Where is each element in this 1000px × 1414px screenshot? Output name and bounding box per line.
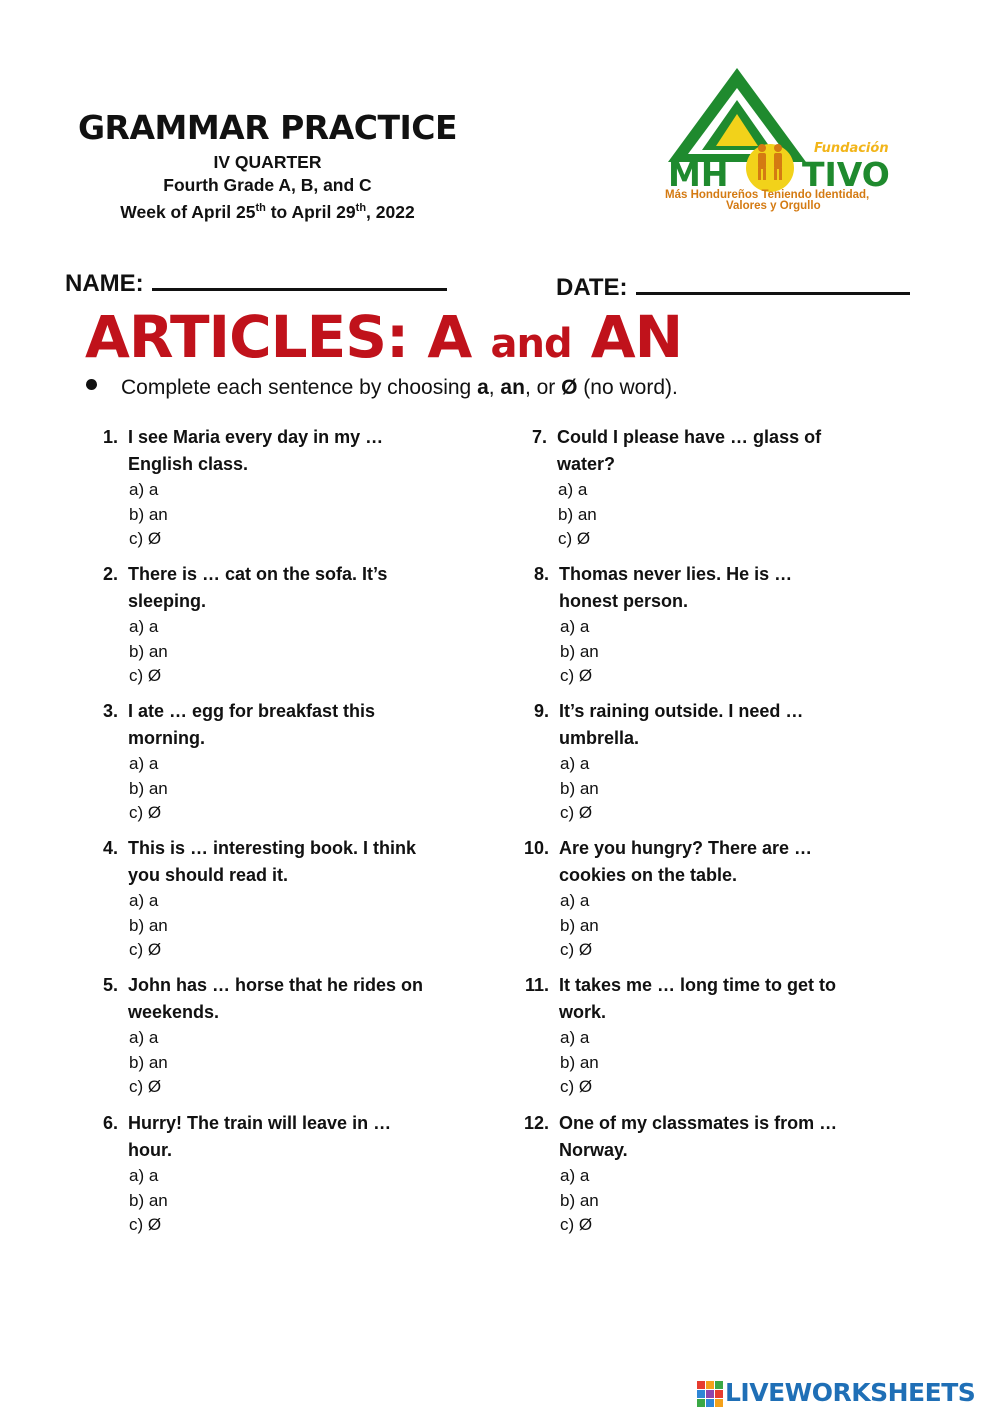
topic-headline [85, 303, 682, 371]
question-1 [102, 424, 473, 552]
question-line-2: weekends. [128, 1002, 220, 1022]
question-7 [531, 424, 902, 552]
question-line-2: sleeping. [128, 591, 207, 611]
option-c[interactable]: c) Ø [129, 803, 162, 822]
option-a[interactable]: a) a [560, 891, 590, 910]
option-a[interactable]: a) a [558, 480, 588, 499]
option-b[interactable]: b) an [129, 1190, 168, 1210]
question-line-2: cookies on the table. [559, 865, 738, 885]
instr-text-1: Complete each sentence by choosing [121, 376, 478, 399]
question-line-1: It’s raining outside. I need … [559, 701, 804, 721]
week-label [60, 197, 475, 224]
option-a[interactable]: a) a [560, 1028, 590, 1047]
liveworksheets-footer[interactable] [697, 1378, 997, 1410]
question-line-2: Norway. [559, 1140, 628, 1160]
liveworksheets-logo-icon [697, 1381, 723, 1407]
option-c[interactable]: c) Ø [560, 940, 593, 959]
question-12 [523, 1110, 904, 1238]
question-number: 1. [102, 427, 118, 447]
question-line-1: John has … horse that he rides on [128, 975, 424, 995]
option-b[interactable]: b) an [560, 641, 599, 661]
date-field [556, 270, 910, 302]
name-line[interactable] [152, 266, 447, 291]
week-suffix: , 2022 [366, 202, 415, 222]
logo-right-word: TIVO [802, 155, 890, 194]
option-b[interactable]: b) an [129, 641, 168, 661]
question-2 [102, 561, 473, 689]
question-3 [102, 698, 473, 826]
grade-label: Fourth Grade A, B, and C [163, 175, 372, 195]
week-mid: to April 29 [265, 202, 356, 222]
bullet-icon [86, 379, 97, 390]
question-line-2: morning. [128, 728, 205, 748]
question-line-1: This is … interesting book. I think [128, 838, 417, 858]
headline-part-1: ARTICLES: A [85, 303, 491, 371]
page-title: GRAMMAR PRACTICE [77, 108, 458, 147]
option-c[interactable]: c) Ø [558, 529, 591, 548]
instr-sep-2: , or [524, 376, 562, 399]
week-sup-2: th [355, 202, 367, 214]
question-11 [524, 972, 904, 1100]
option-a[interactable]: a) a [129, 1166, 159, 1185]
headline-part-2: and [490, 321, 572, 367]
instr-text-2: (no word). [577, 376, 678, 399]
instructions [86, 376, 678, 400]
question-line-2: honest person. [559, 591, 689, 611]
headline-part-3: AN [571, 303, 683, 371]
instr-an: an [500, 376, 525, 399]
instr-a: a [477, 376, 489, 399]
logo-top-word: Fundación [814, 141, 889, 156]
option-c[interactable]: c) Ø [129, 529, 162, 548]
question-line-2: water? [557, 454, 616, 474]
question-number: 2. [102, 564, 118, 584]
option-c[interactable]: c) Ø [129, 666, 162, 685]
option-c[interactable]: c) Ø [129, 940, 162, 959]
question-number: 10. [523, 838, 549, 858]
question-line-1: Are you hungry? There are … [559, 838, 813, 858]
question-line-1: Hurry! The train will leave in … [128, 1113, 392, 1133]
option-a[interactable]: a) a [129, 1028, 159, 1047]
instr-sep-1: , [488, 376, 501, 399]
quarter-label: IV QUARTER [213, 152, 322, 172]
option-a[interactable]: a) a [129, 891, 159, 910]
option-c[interactable]: c) Ø [129, 1215, 162, 1234]
question-line-1: It takes me … long time to get to [559, 975, 837, 995]
question-number: 5. [102, 975, 118, 995]
question-line-1: There is … cat on the sofa. It’s [128, 564, 388, 584]
name-label: NAME: [65, 270, 144, 297]
question-line-2: umbrella. [559, 728, 640, 748]
question-line-2: hour. [128, 1140, 172, 1160]
question-line-1: One of my classmates is from … [559, 1113, 838, 1133]
question-number: 4. [102, 838, 118, 858]
date-label: DATE: [556, 274, 628, 301]
option-a[interactable]: a) a [129, 480, 159, 499]
option-b[interactable]: b) an [558, 504, 597, 524]
question-number: 8. [533, 564, 549, 584]
question-4 [102, 835, 473, 963]
option-b[interactable]: b) an [129, 778, 168, 798]
question-line-2: work. [559, 1002, 607, 1022]
question-number: 9. [533, 701, 549, 721]
question-5 [102, 972, 473, 1100]
option-c[interactable]: c) Ø [560, 1215, 593, 1234]
week-sup-1: th [255, 202, 266, 214]
question-10 [523, 835, 904, 963]
option-b[interactable]: b) an [560, 778, 599, 798]
logo-tagline-1: Más Hondureños Teniendo Identidad, [665, 189, 870, 201]
week-prefix: Week of April 25 [120, 202, 256, 222]
option-a[interactable]: a) a [129, 754, 159, 773]
question-number: 11. [524, 975, 549, 995]
worksheet-header [60, 108, 475, 224]
fundacion-mhotivo-logo [662, 66, 912, 216]
question-9 [533, 698, 904, 826]
option-b[interactable]: b) an [129, 1052, 168, 1072]
option-c[interactable]: c) Ø [560, 803, 593, 822]
question-6 [102, 1110, 473, 1238]
option-a[interactable]: a) a [129, 617, 159, 636]
date-line[interactable] [636, 270, 910, 295]
question-line-2: English class. [128, 454, 249, 474]
question-line-1: Thomas never lies. He is … [559, 564, 793, 584]
option-a[interactable]: a) a [560, 1166, 590, 1185]
option-b[interactable]: b) an [129, 504, 168, 524]
option-a[interactable]: a) a [560, 617, 590, 636]
question-number: 7. [531, 427, 547, 447]
question-line-2: you should read it. [128, 865, 289, 885]
option-b[interactable]: b) an [560, 1190, 599, 1210]
question-line-1: Could I please have … glass of [557, 427, 822, 447]
question-number: 12. [523, 1113, 549, 1133]
option-c[interactable]: c) Ø [560, 666, 593, 685]
instr-zero: Ø [561, 376, 578, 399]
logo-left-word: MH [668, 155, 729, 194]
question-number: 6. [102, 1113, 118, 1133]
question-line-1: I see Maria every day in my … [128, 427, 384, 447]
option-c[interactable]: c) Ø [129, 1077, 162, 1096]
logo-sun [746, 144, 794, 192]
option-b[interactable]: b) an [129, 915, 168, 935]
logo-tagline-2: Valores y Orgullo [726, 200, 821, 212]
question-8 [533, 561, 904, 689]
option-b[interactable]: b) an [560, 1052, 599, 1072]
name-field [65, 266, 447, 298]
option-c[interactable]: c) Ø [560, 1077, 593, 1096]
option-a[interactable]: a) a [560, 754, 590, 773]
liveworksheets-brand: LIVEWORKSHEETS [725, 1378, 976, 1407]
question-line-1: I ate … egg for breakfast this [128, 701, 376, 721]
option-b[interactable]: b) an [560, 915, 599, 935]
question-number: 3. [102, 701, 118, 721]
